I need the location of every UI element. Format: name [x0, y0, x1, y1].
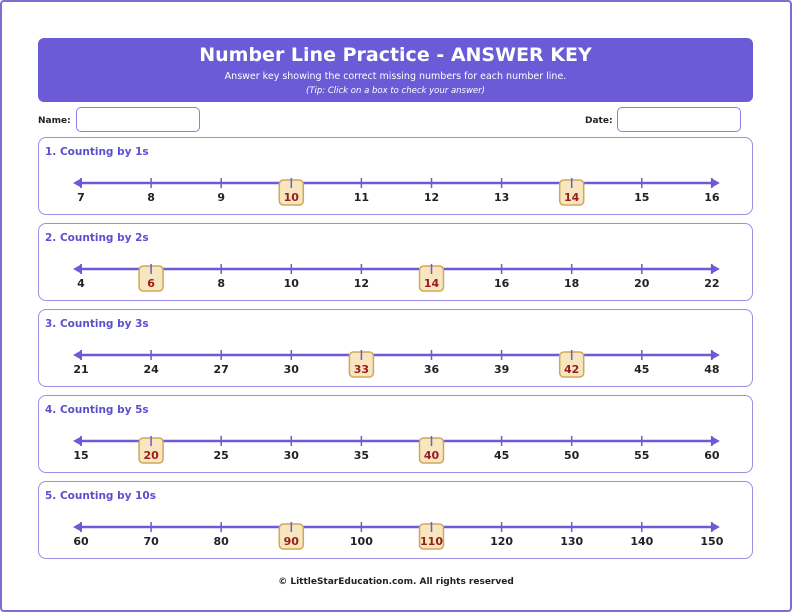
number-label: 60 — [73, 535, 89, 548]
number-label: 4 — [77, 277, 85, 290]
answer-number[interactable]: 10 — [283, 191, 299, 204]
number-line — [39, 138, 754, 216]
name-field[interactable] — [76, 107, 200, 132]
answer-number[interactable]: 90 — [283, 535, 299, 548]
section-title: 1. Counting by 1s — [45, 146, 149, 158]
number-label: 12 — [423, 191, 440, 204]
answer-number[interactable]: 6 — [147, 277, 155, 290]
number-label: 22 — [704, 277, 720, 290]
number-label: 80 — [213, 535, 229, 548]
date-field[interactable] — [617, 107, 741, 132]
number-label: 50 — [564, 449, 580, 462]
number-label: 8 — [147, 191, 155, 204]
answer-number[interactable]: 14 — [423, 277, 440, 290]
number-line-section — [38, 395, 753, 473]
section-title: 4. Counting by 5s — [45, 404, 149, 416]
number-line-section — [38, 223, 753, 301]
number-label: 9 — [217, 191, 226, 204]
number-label: 60 — [704, 449, 720, 462]
number-label: 150 — [700, 535, 724, 548]
number-line — [39, 310, 754, 388]
number-label: 45 — [634, 363, 650, 376]
number-label: 39 — [493, 363, 510, 376]
page-subtitle: Answer key showing the correct missing numbers for each number line. — [224, 71, 567, 82]
footer-copyright: © LittleStarEducation.com. All rights reserved — [278, 577, 514, 587]
section-title: 2. Counting by 2s — [45, 232, 149, 244]
number-line-section — [38, 137, 753, 215]
number-label: 15 — [73, 449, 89, 462]
page-title: Number Line Practice - ANSWER KEY — [199, 44, 592, 66]
header-banner — [38, 38, 753, 102]
answer-number[interactable]: 40 — [423, 449, 440, 462]
answer-number[interactable]: 14 — [564, 191, 580, 204]
number-line — [39, 482, 754, 560]
answer-number[interactable]: 33 — [353, 363, 370, 376]
number-label: 25 — [213, 449, 229, 462]
number-label: 7 — [77, 191, 85, 204]
number-line-section — [38, 481, 753, 559]
number-label: 130 — [560, 535, 584, 548]
number-label: 100 — [349, 535, 373, 548]
number-label: 8 — [217, 277, 226, 290]
number-label: 55 — [634, 449, 650, 462]
number-line — [39, 396, 754, 474]
number-label: 13 — [493, 191, 510, 204]
number-line-section — [38, 309, 753, 387]
number-label: 24 — [143, 363, 159, 376]
number-label: 21 — [73, 363, 89, 376]
name-label: Name: — [38, 116, 71, 126]
number-label: 36 — [423, 363, 440, 376]
number-label: 30 — [283, 449, 299, 462]
number-line — [39, 224, 754, 302]
number-label: 16 — [704, 191, 720, 204]
section-title: 5. Counting by 10s — [45, 490, 156, 502]
number-label: 35 — [353, 449, 370, 462]
number-label: 20 — [634, 277, 650, 290]
number-label: 10 — [283, 277, 299, 290]
number-label: 30 — [283, 363, 299, 376]
number-label: 12 — [353, 277, 370, 290]
answer-number[interactable]: 20 — [143, 449, 159, 462]
number-label: 11 — [353, 191, 370, 204]
number-label: 16 — [493, 277, 510, 290]
number-label: 27 — [213, 363, 229, 376]
number-label: 140 — [630, 535, 654, 548]
section-title: 3. Counting by 3s — [45, 318, 149, 330]
number-label: 70 — [143, 535, 159, 548]
number-label: 48 — [704, 363, 720, 376]
answer-number[interactable]: 110 — [420, 535, 443, 548]
date-label: Date: — [585, 116, 613, 126]
tip-text: (Tip: Click on a box to check your answer) — [306, 86, 485, 96]
number-label: 120 — [490, 535, 514, 548]
answer-number[interactable]: 42 — [564, 363, 580, 376]
number-label: 15 — [634, 191, 650, 204]
number-label: 18 — [564, 277, 580, 290]
number-label: 45 — [493, 449, 510, 462]
